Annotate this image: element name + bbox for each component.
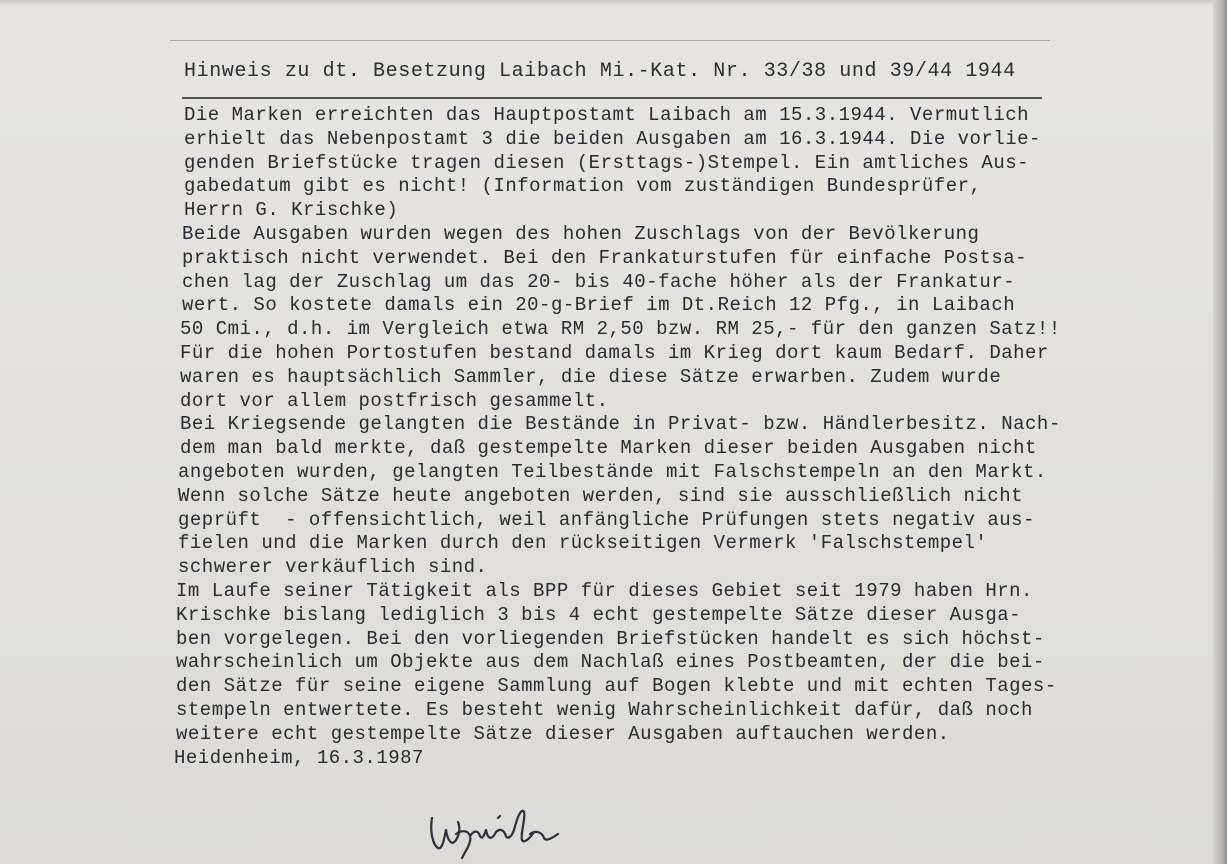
body-line: 50 Cmi., d.h. im Vergleich etwa RM 2,50 bzw. RM 25,- für den ganzen Satz!!	[180, 318, 1061, 341]
title-underline	[182, 97, 1042, 99]
body-line: angeboten wurden, gelangten Teilbestände mit Falschstempeln an den Markt.	[178, 460, 1047, 483]
body-line: Krischke bislang lediglich 3 bis 4 echt gestempelte Sätze dieser Ausga-	[176, 603, 1022, 626]
body-line: stempeln entwertete. Es besteht wenig Wahrscheinlichkeit dafür, daß noch	[176, 698, 1033, 721]
body-line: Bei Kriegsende gelangten die Bestände in Privat- bzw. Händlerbesitz. Nach-	[180, 413, 1061, 436]
body-line: chen lag der Zuschlag um das 20- bis 40-fache höher als der Frankatur-	[182, 270, 1016, 293]
body-line: den Sätze für seine eigene Sammlung auf Bogen klebte und mit echten Tages-	[176, 675, 1057, 698]
body-line: gabedatum gibt es nicht! (Information vom zuständigen Bundesprüfer,	[184, 175, 982, 198]
body-line: Im Laufe seiner Tätigkeit als BPP für dieses Gebiet seit 1979 haben Hrn.	[176, 579, 1033, 602]
body-line: Wenn solche Sätze heute angeboten werden, sind sie ausschließlich nicht	[178, 484, 1024, 507]
body-line: erhielt das Nebenpostamt 3 die beiden Ausgaben am 16.3.1944. Die vorlie-	[184, 127, 1041, 150]
body-line: wert. So kostete damals ein 20-g-Brief im Dt.Reich 12 Pfg., in Laibach	[182, 294, 1016, 317]
document-title: Hinweis zu dt. Besetzung Laibach Mi.-Kat. Nr. 33/38 und 39/44 1944	[184, 60, 1016, 83]
paper-edge-right	[1213, 0, 1227, 864]
body-line: waren es hauptsächlich Sammler, die diese Sätze erwarben. Zudem wurde	[180, 365, 1002, 388]
body-line: dem man bald merkte, daß gestempelte Marken dieser beiden Ausgaben nicht	[180, 437, 1037, 460]
body-line: dort vor allem postfrisch gesammelt.	[180, 389, 609, 412]
handwritten-signature-icon	[426, 800, 586, 860]
faint-top-rule	[170, 40, 1050, 41]
body-line: praktisch nicht verwendet. Bei den Frankaturstufen für einfache Postsa-	[182, 246, 1028, 269]
body-line: Die Marken erreichten das Hauptpostamt Laibach am 15.3.1944. Vermutlich	[184, 104, 1030, 126]
body-line: wahrscheinlich um Objekte aus dem Nachlaß eines Postbeamten, der die bei-	[176, 651, 1045, 674]
body-line: Beide Ausgaben wurden wegen des hohen Zuschlags von der Bevölkerung	[182, 222, 980, 245]
body-line: genden Briefstücke tragen diesen (Ersttags-)Stempel. Ein amtliches Aus-	[184, 151, 1030, 174]
body-line: weitere echt gestempelte Sätze dieser Ausgaben auftauchen werden.	[176, 722, 950, 745]
body-line: schwerer verkäuflich sind.	[178, 556, 488, 579]
body-line: fielen und die Marken durch den rückseitigen Vermerk 'Falschstempel'	[178, 532, 988, 555]
paper-shadow-top	[0, 0, 1227, 6]
body-line: geprüft - offensichtlich, weil anfängliche Prüfungen stets negativ aus-	[178, 508, 1035, 531]
body-line: Für die hohen Portostufen bestand damals im Krieg dort kaum Bedarf. Daher	[180, 341, 1049, 364]
body-line: Herrn G. Krischke)	[184, 199, 399, 222]
place-and-date: Heidenheim, 16.3.1987	[174, 746, 424, 769]
body-line: ben vorgelegen. Bei den vorliegenden Briefstücken handelt es sich höchst-	[176, 627, 1045, 650]
document-body	[176, 104, 1176, 770]
